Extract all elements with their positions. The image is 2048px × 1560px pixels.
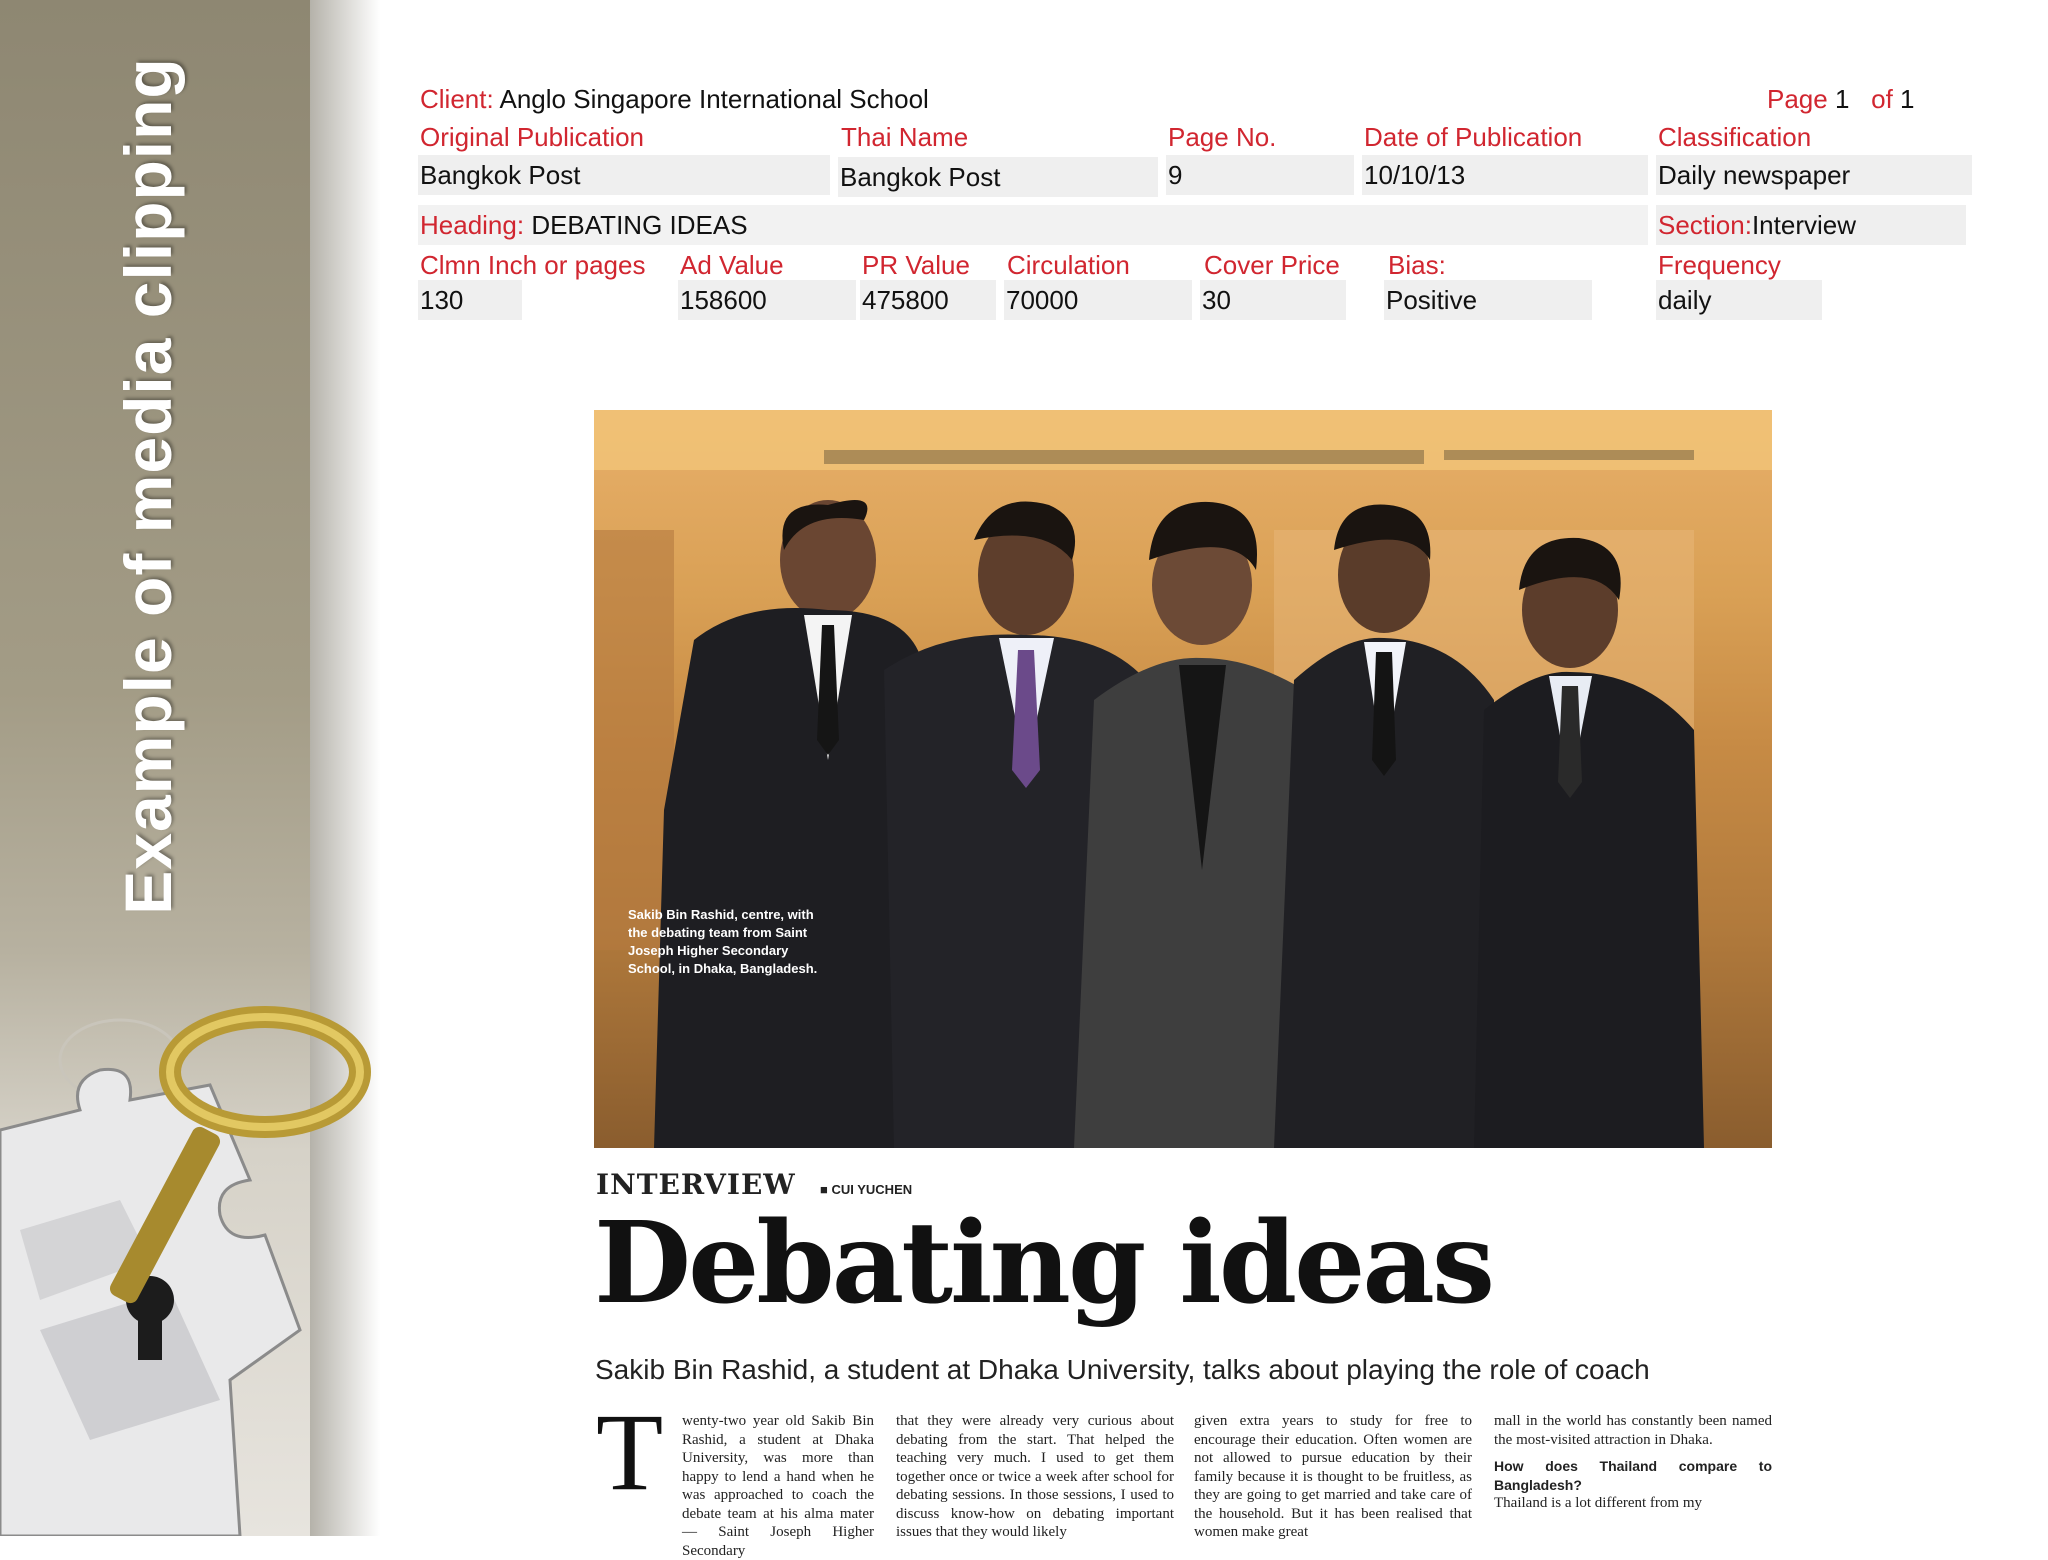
page-no-value: 9 [1166, 155, 1354, 195]
page-no-label: Page No. [1168, 122, 1277, 152]
column-4-text: mall in the world has constantly been named the most-visited attraction in Dhaka. [1494, 1413, 1772, 1448]
cover-price-label: Cover Price [1204, 250, 1340, 280]
photo-caption: Sakib Bin Rashid, centre, with the debating team from Saint Joseph Higher Secondary School, in Dhaka, Bangladesh. [628, 907, 818, 976]
client-row [420, 84, 929, 115]
original-publication-label: Original Publication [420, 122, 645, 152]
pr-value-label: PR Value [862, 250, 970, 280]
bias-label: Bias: [1388, 250, 1446, 280]
classification-value: Daily newspaper [1656, 155, 1972, 195]
section-row [1656, 205, 1966, 245]
article-column-2: that they were already very curious about debating from the start. That helped the teaching very much. I used to get them together once or twice a week after school for debating sessions. In those sessions, I used to discuss know-how on debating important issues that they would likely [896, 1413, 1174, 1540]
frequency-label: Frequency [1658, 250, 1781, 280]
article-byline: ■ CUI YUCHEN [820, 1182, 913, 1197]
heading-label: Heading: [420, 210, 525, 240]
article-headline: Debating ideas [594, 1198, 1493, 1329]
heading-value: DEBATING IDEAS [531, 210, 748, 240]
drop-cap: T [596, 1391, 664, 1513]
date-value: 10/10/13 [1362, 155, 1648, 195]
ad-value-label: Ad Value [680, 250, 784, 280]
column-4-answer: Thailand is a lot different from my [1494, 1495, 1703, 1511]
column-inch-value: 130 [418, 280, 522, 320]
client-value: Anglo Singapore International School [499, 84, 929, 114]
article-column-1: wenty-two year old Sakib Bin Rashid, a student at Dhaka University, was more than happy to lend a hand when he was approached to coach the debate team at his alma mater — Saint Joseph Higher Secondary [682, 1413, 874, 1559]
slide-title: Example of media clipping [111, 57, 185, 915]
page-total: 1 [1900, 84, 1915, 114]
article-photo [594, 410, 1772, 1148]
heading-row [418, 205, 1648, 245]
team-photo-illustration [594, 410, 1772, 1148]
section-label: Section: [1658, 210, 1752, 240]
frequency-value: daily [1656, 280, 1822, 320]
pr-value: 475800 [860, 280, 996, 320]
page-label: Page [1767, 84, 1828, 114]
section-value: Interview [1751, 210, 1856, 240]
client-label: Client: [420, 84, 494, 114]
article-kicker: INTERVIEW [596, 1168, 796, 1201]
article-column-3: given extra years to study for free to encourage their education. Often women are not allowed to pursue education by their family because it is thought to be fruitless, as they are going to get married and take care of the household. But it has been realised that women make great [1194, 1413, 1472, 1540]
page-of-label: of [1871, 84, 1893, 114]
cover-price-value: 30 [1200, 280, 1346, 320]
classification-label: Classification [1658, 122, 1812, 152]
column-inch-label: Clmn Inch or pages [420, 250, 646, 280]
circulation-label: Circulation [1007, 250, 1130, 280]
thai-name-value: Bangkok Post [838, 157, 1158, 197]
page-indicator [1767, 84, 1915, 115]
original-publication-value: Bangkok Post [418, 155, 830, 195]
thai-name-label: Thai Name [841, 122, 969, 152]
bias-value: Positive [1384, 280, 1592, 320]
puzzle-key-illustration [0, 1000, 380, 1536]
article-standfirst: Sakib Bin Rashid, a student at Dhaka University, talks about playing the role of coach [595, 1354, 1650, 1385]
article-column-4 [1494, 1412, 1772, 1513]
interview-question: How does Thailand compare to Bangladesh? [1494, 1458, 1772, 1493]
date-label: Date of Publication [1364, 122, 1583, 152]
ad-value: 158600 [678, 280, 856, 320]
page-number: 1 [1834, 84, 1850, 114]
circulation-value: 70000 [1004, 280, 1192, 320]
